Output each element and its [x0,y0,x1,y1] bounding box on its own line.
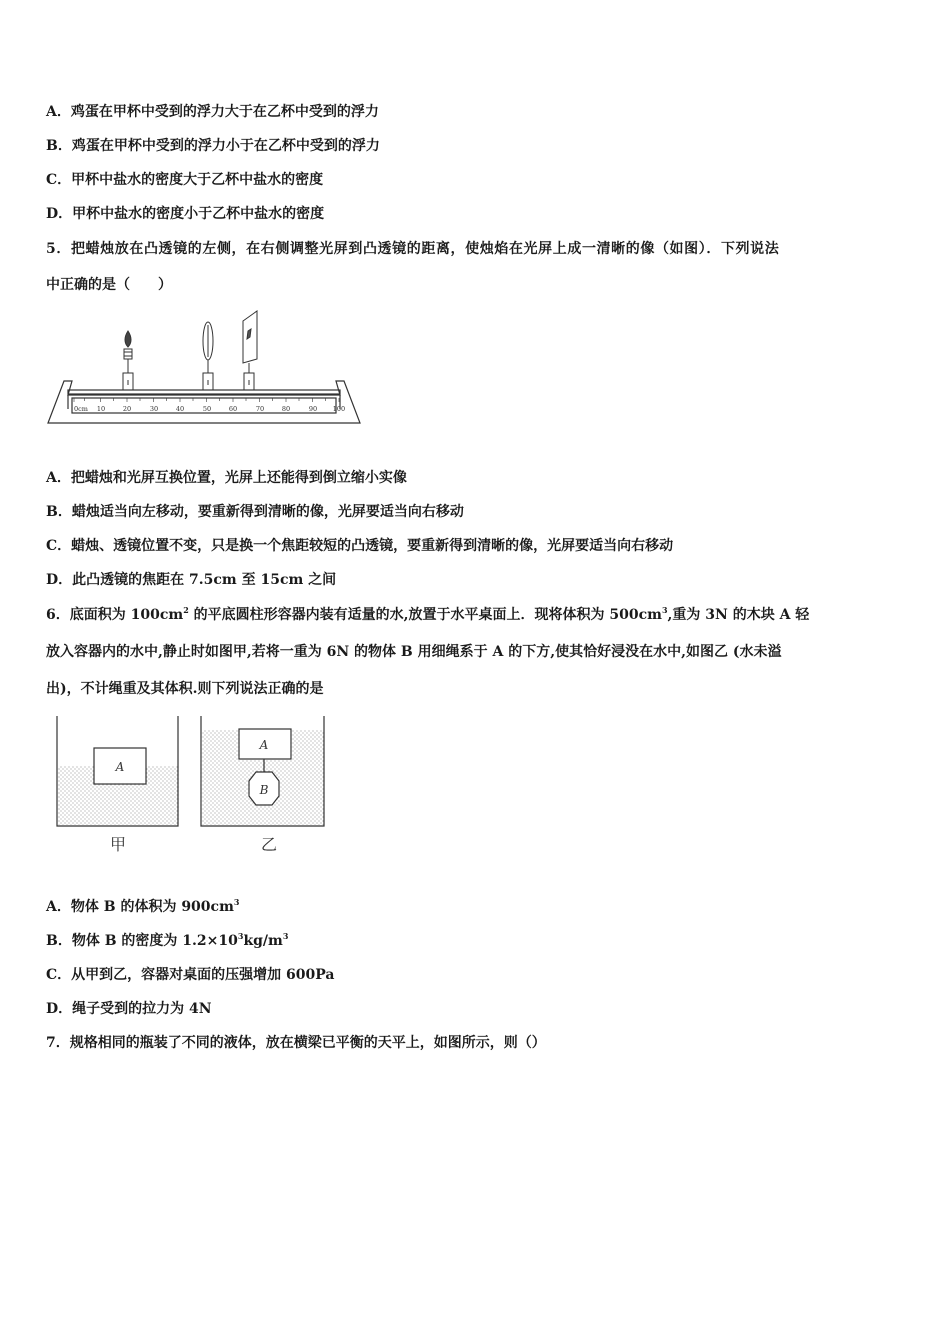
q6-stem-sup-2: 2 [183,605,189,615]
q4-option-b: B．鸡蛋在甲杯中受到的浮力小于在乙杯中受到的浮力 [46,138,380,154]
bench-label-10: 10 [96,405,106,413]
bench-label-50: 50 [202,405,212,413]
candle [123,331,133,390]
block-a-yi: A [259,738,269,752]
q7-stem: 7．规格相同的瓶装了不同的液体，放在横梁已平衡的天平上，如图所示，则（） [46,1035,546,1051]
bench-label-0: 0cm [74,405,88,413]
label-jia: 甲 [109,835,127,854]
light-screen [243,311,257,390]
bench-label-80: 80 [281,405,291,413]
q5-option-a: A．把蜡烛和光屏互换位置，光屏上还能得到倒立缩小实像 [46,470,407,486]
q5-option-b: B．蜡烛适当向左移动，要重新得到清晰的像，光屏要适当向右移动 [46,504,464,520]
q6-stem-sup-3: 3 [661,605,668,615]
label-yi: 乙 [260,835,278,854]
container-yi [201,716,324,826]
bench-label-60: 60 [228,405,238,413]
q6-stem-text-b: 的平底圆柱形容器内装有适量的水,放置于水平桌面上．现将体积为 500cm [188,607,662,623]
container-figure [50,712,350,862]
q6-option-b [46,931,288,951]
q6-stem-line1 [46,605,809,625]
q6-stem-line3: 出)，不计绳重及其体积.则下列说法正确的是 [46,681,324,697]
convex-lens [203,322,213,390]
q6-option-a-text: A．物体 B 的体积为 900cm [46,899,234,915]
bench-label-20: 20 [122,405,132,413]
q5-option-d: D．此凸透镜的焦距在 7.5cm 至 15cm 之间 [46,572,337,588]
q6-option-b-unit: kg/m [243,933,283,949]
q6-option-a-sup: 3 [233,897,240,907]
optical-bench-figure [44,305,374,430]
bench-label-30: 30 [149,405,159,413]
block-a-jia: A [115,760,125,774]
q5-option-c: C．蜡烛、透镜位置不变，只是换一个焦距较短的凸透镜，要重新得到清晰的像，光屏要适当向右移动 [46,538,674,554]
q6-option-a [46,897,239,917]
q5-stem-line2: 中正确的是（ ） [46,277,172,293]
q6-option-c: C．从甲到乙，容器对桌面的压强增加 600Pa [46,967,335,983]
q4-option-c: C．甲杯中盐水的密度大于乙杯中盐水的密度 [46,172,324,188]
q5-stem-line1: 5．把蜡烛放在凸透镜的左侧，在右侧调整光屏到凸透镜的距离，使烛焰在光屏上成一清晰的像（如图）．下列说法 [46,241,780,257]
q6-stem-text-a: 6．底面积为 100cm [46,607,184,623]
block-b: B [259,783,269,797]
q6-option-b-sup2: 3 [282,931,289,941]
q6-stem-line2: 放入容器内的水中,静止时如图甲,若将一重为 6N 的物体 B 用细绳系于 A 的下方,使其恰好浸没在水中,如图乙 (水未溢 [46,644,782,660]
bench-label-40: 40 [175,405,185,413]
q6-option-b-text: B．物体 B 的密度为 1.2×10 [46,933,238,949]
container-jia [57,716,178,826]
q4-option-a: A．鸡蛋在甲杯中受到的浮力大于在乙杯中受到的浮力 [46,104,379,120]
q6-option-d: D．绳子受到的拉力为 4N [46,1001,212,1017]
bench-label-90: 90 [308,405,318,413]
q6-stem-text-c: ,重为 3N 的木块 A 轻 [667,607,810,623]
q4-option-d: D．甲杯中盐水的密度小于乙杯中盐水的密度 [46,206,325,222]
bench-label-70: 70 [255,405,265,413]
q6-option-b-sup1: 3 [237,931,244,941]
bench-label-100: 100 [332,405,346,413]
